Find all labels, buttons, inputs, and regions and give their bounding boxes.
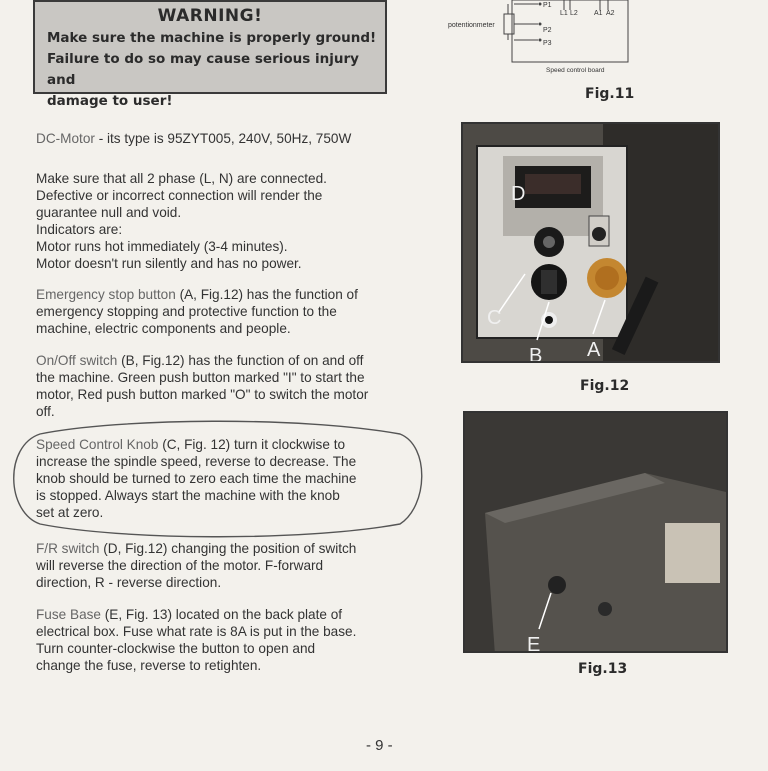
speed-line-2: increase the spindle speed, reverse to decrease. The (36, 454, 357, 469)
onoff-line-1: (B, Fig.12) has the function of on and off (117, 353, 364, 368)
fig12-caption: Fig.12 (580, 378, 630, 394)
warning-line-2: Failure to do so may cause serious injury and (47, 51, 359, 88)
fuse-term: Fuse Base (36, 607, 101, 622)
page-number: - 9 - (366, 737, 393, 754)
diagram-label-a1: A1 (594, 10, 603, 17)
diagram-label-p2: P2 (543, 27, 552, 34)
phase-paragraph (36, 170, 396, 272)
phase-line-3: guarantee null and void. (36, 205, 182, 220)
onoff-line-4: off. (36, 404, 55, 419)
onoff-line-2: the machine. Green push button marked "I" to start the (36, 370, 365, 385)
speed-line-1: (C, Fig. 12) turn it clockwise to (158, 437, 346, 452)
emergency-line-1: (A, Fig.12) has the function of (175, 287, 358, 302)
fig11-caption: Fig.11 (585, 86, 635, 102)
speed-line-4: is stopped. Always start the machine with the knob (36, 488, 340, 503)
fr-term: F/R switch (36, 541, 100, 556)
diagram-label-p3: P3 (543, 40, 552, 47)
wiring-diagram (448, 0, 638, 78)
diagram-label-a2: A2 (606, 10, 615, 17)
onoff-paragraph (36, 352, 396, 420)
warning-box (33, 0, 387, 109)
speed-line-5: set at zero. (36, 505, 104, 520)
warning-title: WARNING! (157, 6, 263, 26)
motor-term: DC-Motor (36, 131, 95, 146)
onoff-term: On/Off switch (36, 353, 118, 368)
emergency-paragraph (36, 286, 396, 337)
fig13-caption: Fig.13 (578, 661, 628, 677)
fig12-label-d: D (511, 183, 526, 205)
fuse-line-1: (E, Fig. 13) located on the back plate of (100, 607, 343, 622)
speed-term: Speed Control Knob (36, 437, 159, 452)
fig12-label-c: C (487, 307, 502, 329)
fuse-line-2: electrical box. Fuse what rate is 8A is put in the base. (36, 624, 357, 639)
fr-line-2: will reverse the direction of the motor. F-forward (36, 558, 324, 573)
phase-line-2: Defective or incorrect connection will render the (36, 188, 323, 203)
warning-line-3: damage to user! (47, 93, 173, 109)
emergency-line-2: emergency stopping and protective function to the (36, 304, 337, 319)
fig13-photo (463, 411, 728, 653)
phase-line-1: Make sure that all 2 phase (L, N) are connected. (36, 171, 327, 186)
motor-text: - its type is 95ZYT005, 240V, 50Hz, 750W (94, 131, 352, 146)
diagram-label-p1: P1 (543, 2, 552, 9)
onoff-line-3: motor, Red push button marked "O" to switch the motor (36, 387, 369, 402)
fig12-label-b: B (529, 345, 543, 363)
fuse-line-3: Turn counter-clockwise the button to open and (36, 641, 316, 656)
phase-line-6: Motor doesn't run silently and has no power. (36, 256, 302, 271)
emergency-line-3: machine, electric components and people. (36, 321, 291, 336)
diagram-potentiometer-label: potentionmeter (448, 22, 495, 29)
emergency-term: Emergency stop button (36, 287, 176, 302)
warning-line-1: Make sure the machine is properly ground! (47, 30, 377, 46)
fig13-label-e: E (527, 634, 541, 653)
fig12-photo (461, 122, 720, 363)
fr-line-3: direction, R - reverse direction. (36, 575, 222, 590)
diagram-board-label: Speed control board (546, 67, 605, 74)
speed-paragraph (36, 436, 396, 521)
fr-paragraph (36, 540, 396, 591)
fuse-paragraph (36, 606, 396, 674)
fuse-line-4: change the fuse, reverse to retighten. (36, 658, 262, 673)
speed-line-3: knob should be turned to zero each time the machine (36, 471, 357, 486)
phase-line-5: Motor runs hot immediately (3-4 minutes). (36, 239, 288, 254)
fr-line-1: (D, Fig.12) changing the position of switch (99, 541, 357, 556)
diagram-label-l2: L2 (570, 10, 578, 17)
motor-paragraph (36, 130, 396, 147)
diagram-label-l1: L1 (560, 10, 568, 17)
phase-line-4: Indicators are: (36, 222, 123, 237)
fig12-label-a: A (587, 339, 601, 361)
